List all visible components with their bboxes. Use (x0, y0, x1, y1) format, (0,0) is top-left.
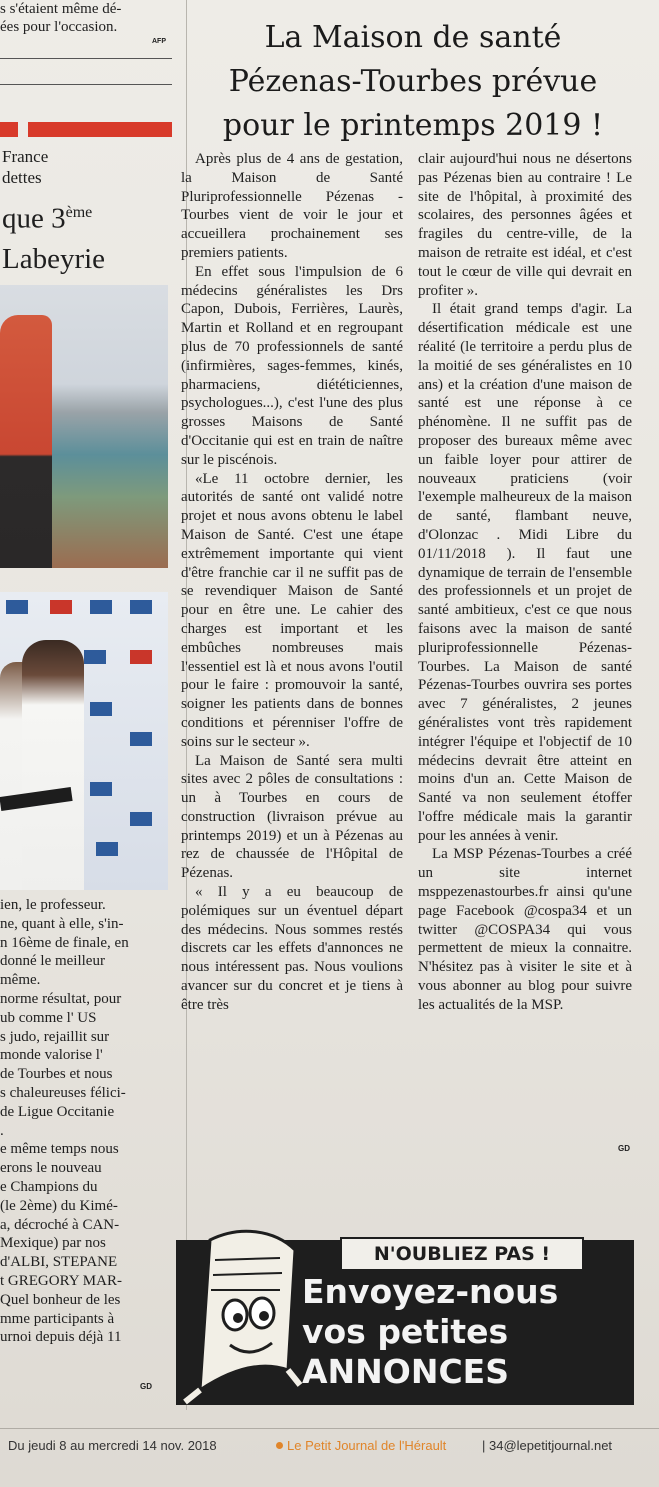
article-headline (196, 16, 630, 148)
section-color-bar (0, 122, 172, 137)
paragraph: Après plus de 4 ans de gestation, la Maison de Santé Pluriprofessionnelle Pézenas - Tourbes vient de voir le jour et accueillera prochainement ses premiers patients. (181, 151, 403, 261)
left-credit: GD (140, 1382, 152, 1391)
kicker-line: dettes (2, 168, 42, 187)
afp-credit: AFP (152, 38, 166, 45)
coach-figure (0, 315, 52, 568)
left-body-line: urnoi depuis déjà 11 (0, 1329, 122, 1346)
contact-email: | 34@lepetitjournal.net (482, 1438, 613, 1453)
left-body-line: monde valorise l' (0, 1047, 103, 1064)
left-body-line: ub comme l' US (0, 1009, 97, 1026)
ad-reminder-badge: N'OUBLIEZ PAS ! (340, 1237, 584, 1271)
ad-line: vos petites (302, 1312, 509, 1351)
left-body-line: de Tourbes et nous (0, 1066, 113, 1083)
left-body-line: n 16ème de finale, en (0, 934, 129, 951)
paragraph: clair aujourd'hui nous ne désertons pas Pézenas bien au contraire ! Le site de l'hôpital, à proximité des scolaires, des personnes âgées et fragiles du centre-ville, de la maison de retraite est idéal, et c'est tout le cœur de ville qui devrait en profiter ». (418, 151, 632, 299)
left-top-text (0, 0, 172, 36)
left-body-line: s chaleureuses félici- (0, 1084, 126, 1101)
left-body-line: t GREGORY MAR- (0, 1272, 122, 1289)
left-body-line: a, décroché à CAN- (0, 1216, 120, 1233)
bullet-icon (276, 1442, 283, 1449)
left-body-line: s judo, rejaillit sur (0, 1028, 110, 1045)
page-footer (0, 1432, 659, 1462)
ad-line: Envoyez-nous (302, 1272, 559, 1311)
ad-message (302, 1272, 632, 1392)
left-body-line: mme participants à (0, 1310, 115, 1327)
left-article-column (0, 0, 172, 1400)
left-body-line: ien, le professeur. (0, 897, 106, 913)
ad-line: ANNONCES (302, 1352, 509, 1391)
headline-line: pour le printemps 2019 ! (222, 108, 604, 143)
left-kicker (2, 146, 48, 188)
footer-rule (0, 1428, 659, 1429)
article-column-1 (181, 150, 403, 1015)
paragraph: La Maison de Santé sera multi sites avec 2 pôles de consultations : un à Tourbes en cours de construction (livraison prévue au printemps 2019) et un à Pézenas au rez de chaussée de l'Hôpital de Pézenas. (181, 752, 403, 882)
headline-line: La Maison de santé (264, 20, 562, 55)
left-body-line: (le 2ème) du Kimé- (0, 1197, 118, 1214)
paragraph: « Il y a eu beaucoup de polémiques sur un éventuel départ des médecins. Nous sommes restés discrets car les effets d'annonces ne nous intéressent pas. Nous voulions avancer sur du concret et je tiens à être très (181, 884, 403, 1013)
athlete-figure (22, 640, 84, 890)
article-column-2 (418, 150, 632, 1015)
left-headline (2, 193, 105, 279)
left-top-line: ées pour l'occasion. (0, 19, 118, 35)
divider-rule (0, 84, 172, 85)
left-body-line: e Champions du (0, 1178, 98, 1195)
left-body-line: e même temps nous (0, 1141, 119, 1158)
judo-hall-photo (0, 285, 168, 568)
left-body-line: d'ALBI, STEPANE (0, 1254, 118, 1271)
newspaper-mascot-icon (180, 1220, 305, 1405)
left-headline-line: Labeyrie (2, 242, 106, 275)
left-body-line: de Ligue Occitanie (0, 1103, 115, 1120)
podium-photo (0, 592, 168, 890)
paragraph: La MSP Pézenas-Tourbes a créé un site internet msppezenastourbes.fr ainsi qu'une page Facebook @cospa34 et un twitter @COSPA34 qui vous permettent de mieux la connaitre. N'hésitez pas à visiter le site et à vous abonner au blog pour suivre les actualités de la MSP. (418, 846, 632, 1013)
left-body-line: . (0, 1122, 4, 1139)
divider-rule (0, 58, 172, 59)
paragraph: Il était grand temps d'agir. La désertification médicale est une réalité (le territoire a perdu plus de la moitié de ses généralistes en 10 ans) et la création d'une maison de santé est une réponse à ce phénomène. Il ne suffit pas de proposer des bureaux même avec un faible loyer pour attirer de nouveaux praticiens (voir l'exemple malheureux de la maison de santé, flambant neuve, d'Olonzac . Midi Libre du 01/11/2018 ). Il faut une dynamique de terrain de l'ensemble des professionnels et un projet de santé ambitieux, c'est ce que nous faisons avec la maison de santé pluriprofessionnelle Pézenas-Tourbes. La Maison de santé Pézenas-Tourbes ouvrira ses portes avec 7 généralistes, 2 jeunes généralistes vont très rapidement intégrer l'équipe et l'objectif de 10 médecins devrait être atteint en moins d'un an. Cette Maison de Santé va non seulement étoffer l'offre médicale mais la garantir pour les années à venir. (418, 301, 632, 844)
left-body-line: même. (0, 972, 41, 989)
article-credit: GD (618, 1144, 630, 1153)
left-body-line: erons le nouveau (0, 1160, 102, 1177)
left-body-line: Quel bonheur de les (0, 1291, 121, 1308)
kicker-line: France (2, 147, 49, 166)
left-body-text (0, 896, 170, 1347)
left-body-line: Mexique) par nos (0, 1235, 106, 1252)
left-headline-line: que 3ème (2, 202, 93, 235)
paragraph: En effet sous l'impulsion de 6 médecins généralistes les Drs Capon, Dubois, Ferrières, Laurès, Martin et Rolland et en regroupant plus de 70 professionnels de santé (infirmières, sages-femmes, kinés, pharmaciens, diététiciennes, psychologues...), c'est l'une des plus grosses Maisons de Santé d'Occitanie qui est en train de naître sur le piscénois. (181, 263, 403, 468)
newspaper-name: Le Petit Journal de l'Hérault (276, 1438, 446, 1453)
headline-line: Pézenas-Tourbes prévue (228, 64, 598, 99)
left-top-line: s s'étaient même dé- (0, 1, 122, 17)
issue-date: Du jeudi 8 au mercredi 14 nov. 2018 (8, 1438, 217, 1453)
left-body-line: donné le meilleur (0, 953, 105, 970)
paragraph: «Le 11 octobre dernier, les autorités de santé ont validé notre projet et nous avons obtenu le label Maison de Santé. C'est une étape extrêmement importante qui vient d'être franchie car il ne suffit pas de se revendiquer Maison de Santé pour en être une. Le cahier des charges est important et les embûches nombreuses mais l'essentiel est là et nous avons l'outil pour le faire : promouvoir la santé, soigner les patients dans de bonnes conditions et pérenniser l'offre de soins sur le secteur ». (181, 470, 403, 750)
left-body-line: norme résultat, pour (0, 990, 122, 1007)
left-body-line: ne, quant à elle, s'in- (0, 915, 124, 932)
